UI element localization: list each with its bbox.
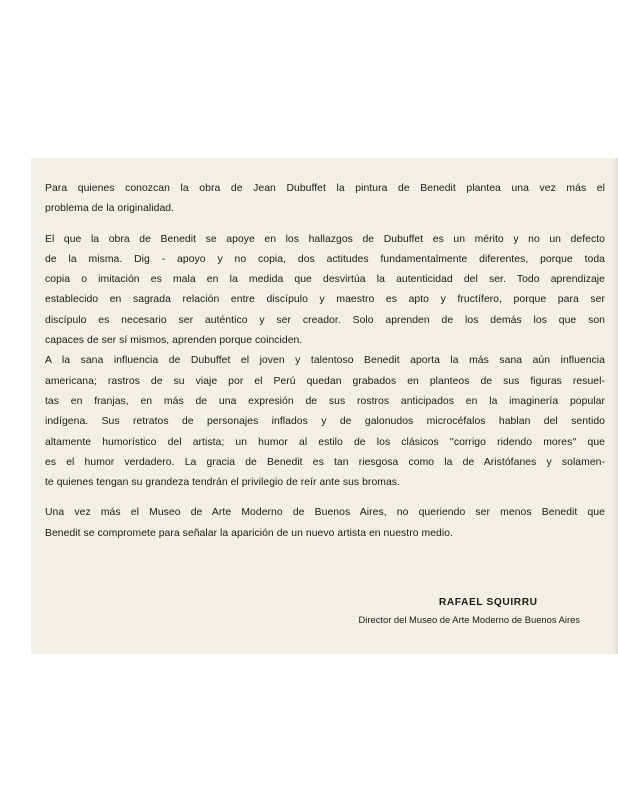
paragraph-1-line-2: problema de la originalidad. <box>45 203 175 215</box>
paragraph-3-line-1: A la sana influencia de Dubuffet el joven y talentoso Benedit aporta la más sana aún influencia <box>45 355 605 367</box>
paragraph-2-line-2: de la misma. Dig - apoyo y no copia, dos actitudes fundamentalmente diferentes, porque toda <box>45 253 605 265</box>
paragraph-3-line-5: altamente humorístico del artista; un humor al estilo de los clásicos ''corrigo ridendo mores'' que <box>45 436 605 448</box>
document-sheet <box>31 158 618 654</box>
paragraph-3-line-2: americana; rastros de su viaje por el Perú quedan grabados en planteos de sus figuras resuel- <box>45 375 605 387</box>
signature-title: Director del Museo de Arte Moderno de Buenos Aires <box>358 614 580 625</box>
paragraph-2-line-6: capaces de ser sí mismos, aprenden porque coinciden. <box>45 335 303 347</box>
paragraph-2-line-3: copia o imitación es mala en la medida que desvirtúa la autenticidad del ser. Todo aprendizaje <box>45 274 605 286</box>
signature-name: RAFAEL SQUIRRU <box>438 597 538 608</box>
paragraph-4-line-1: Una vez más el Museo de Arte Moderno de Buenos Aires, no queriendo ser menos Benedit que <box>45 507 605 519</box>
paragraph-gap <box>45 220 605 230</box>
paragraph-3-line-3: tas en franjas, en más de una expresión de sus rostros anticipados en la imaginería popular <box>45 395 605 407</box>
paragraph-2-line-5: discípulo es necesario ser auténtico y ser creador. Solo aprenden de los demás los que son <box>45 314 605 326</box>
paragraph-2-line-1: El que la obra de Benedit se apoye en los hallazgos de Dubuffet es un mérito y no un defecto <box>45 233 605 245</box>
paragraph-3-line-7: te quienes tengan su grandeza tendrán el privilegio de reír ante sus bromas. <box>45 477 400 489</box>
paragraph-1-line-1: Para quienes conozcan la obra de Jean Dubuffet la pintura de Benedit plantea una vez más el <box>45 183 605 194</box>
paragraph-3-line-4: indígena. Sus retratos de personajes inflados y de galonudos microcéfalos hablan del sentido <box>45 416 605 428</box>
text-body <box>45 179 605 544</box>
paragraph-3-line-6: es el humor verdadero. La gracia de Benedit es tan riesgosa como la de Aristófanes y solamen- <box>45 456 605 468</box>
paragraph-2-line-4: establecido en sagrada relación entre discípulo y maestro es apto y fructífero, porque para ser <box>45 294 605 306</box>
paragraph-4-line-2: Benedit se compromete para señalar la aparición de un nuevo artista en nuestro medio. <box>45 527 453 539</box>
paper-edge-shadow <box>612 158 618 654</box>
signature-block <box>359 597 580 625</box>
paragraph-gap <box>45 493 605 503</box>
